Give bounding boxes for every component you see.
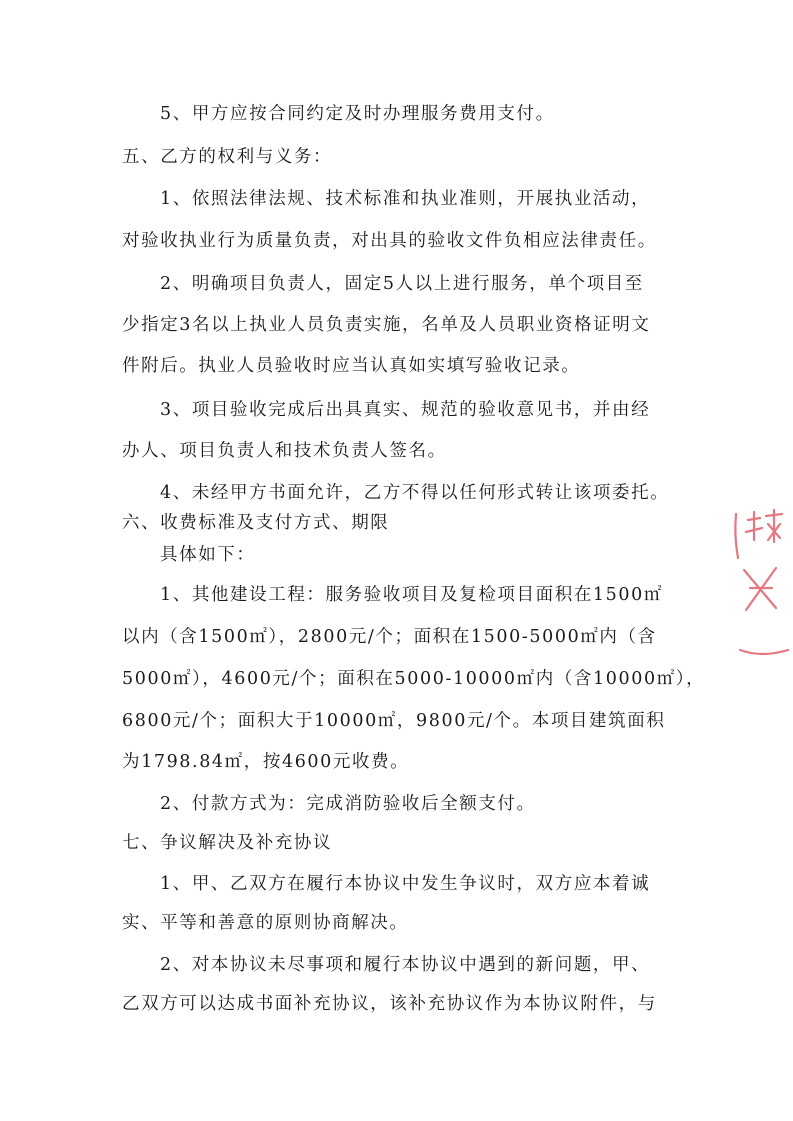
- section-heading: 七、争议解决及补充协议: [122, 833, 333, 853]
- text-line: 件附后。执业人员验收时应当认真如实填写验收记录。: [122, 356, 581, 376]
- text-line: 办人、项目负责人和技术负责人签名。: [122, 441, 447, 461]
- text-line: 为1798.84㎡，按4600元收费。: [122, 752, 410, 772]
- text-line: 少指定3名以上执业人员负责实施，名单及人员职业资格证明文: [122, 315, 651, 335]
- text-line: 5、甲方应按合同约定及时办理服务费用支付。: [160, 104, 555, 124]
- text-line: 具体如下：: [160, 545, 256, 565]
- text-line: 1、其他建设工程：服务验收项目及复检项目面积在1500㎡: [160, 585, 663, 605]
- text-line: 以内（含1500㎡），2800元/个；面积在1500-5000㎡内（含: [122, 627, 657, 647]
- text-line: 3、项目验收完成后出具真实、规范的验收意见书，并由经: [160, 400, 651, 420]
- text-line: 实、平等和善意的原则协商解决。: [122, 913, 409, 933]
- text-line: 对验收执业行为质量负责，对出具的验收文件负相应法律责任。: [122, 231, 657, 251]
- seal-stamp: [732, 500, 793, 670]
- text-line: 5000㎡），4600元/个；面积在5000-10000㎡内（含10000㎡），: [122, 669, 706, 689]
- text-line: 2、明确项目负责人，固定5人以上进行服务，单个项目至: [160, 274, 644, 294]
- text-line: 2、付款方式为：完成消防验收后全额支付。: [160, 794, 536, 814]
- text-line: 6800元/个；面积大于10000㎡，9800元/个。本项目建筑面积: [122, 711, 666, 731]
- text-line: 1、依照法律法规、技术标准和执业准则，开展执业活动，: [160, 189, 651, 209]
- text-line: 1、甲、乙双方在履行本协议中发生争议时，双方应本着诚: [160, 874, 651, 894]
- text-line: 4、未经甲方书面允许，乙方不得以任何形式转让该项委托。: [160, 483, 670, 503]
- text-line: 2、对本协议未尽事项和履行本协议中遇到的新问题，甲、: [160, 955, 651, 975]
- section-heading: 六、收费标准及支付方式、期限: [122, 513, 390, 533]
- section-heading: 五、乙方的权利与义务：: [122, 147, 333, 167]
- text-line: 乙双方可以达成书面补充协议，该补充协议作为本协议附件，与: [122, 994, 657, 1014]
